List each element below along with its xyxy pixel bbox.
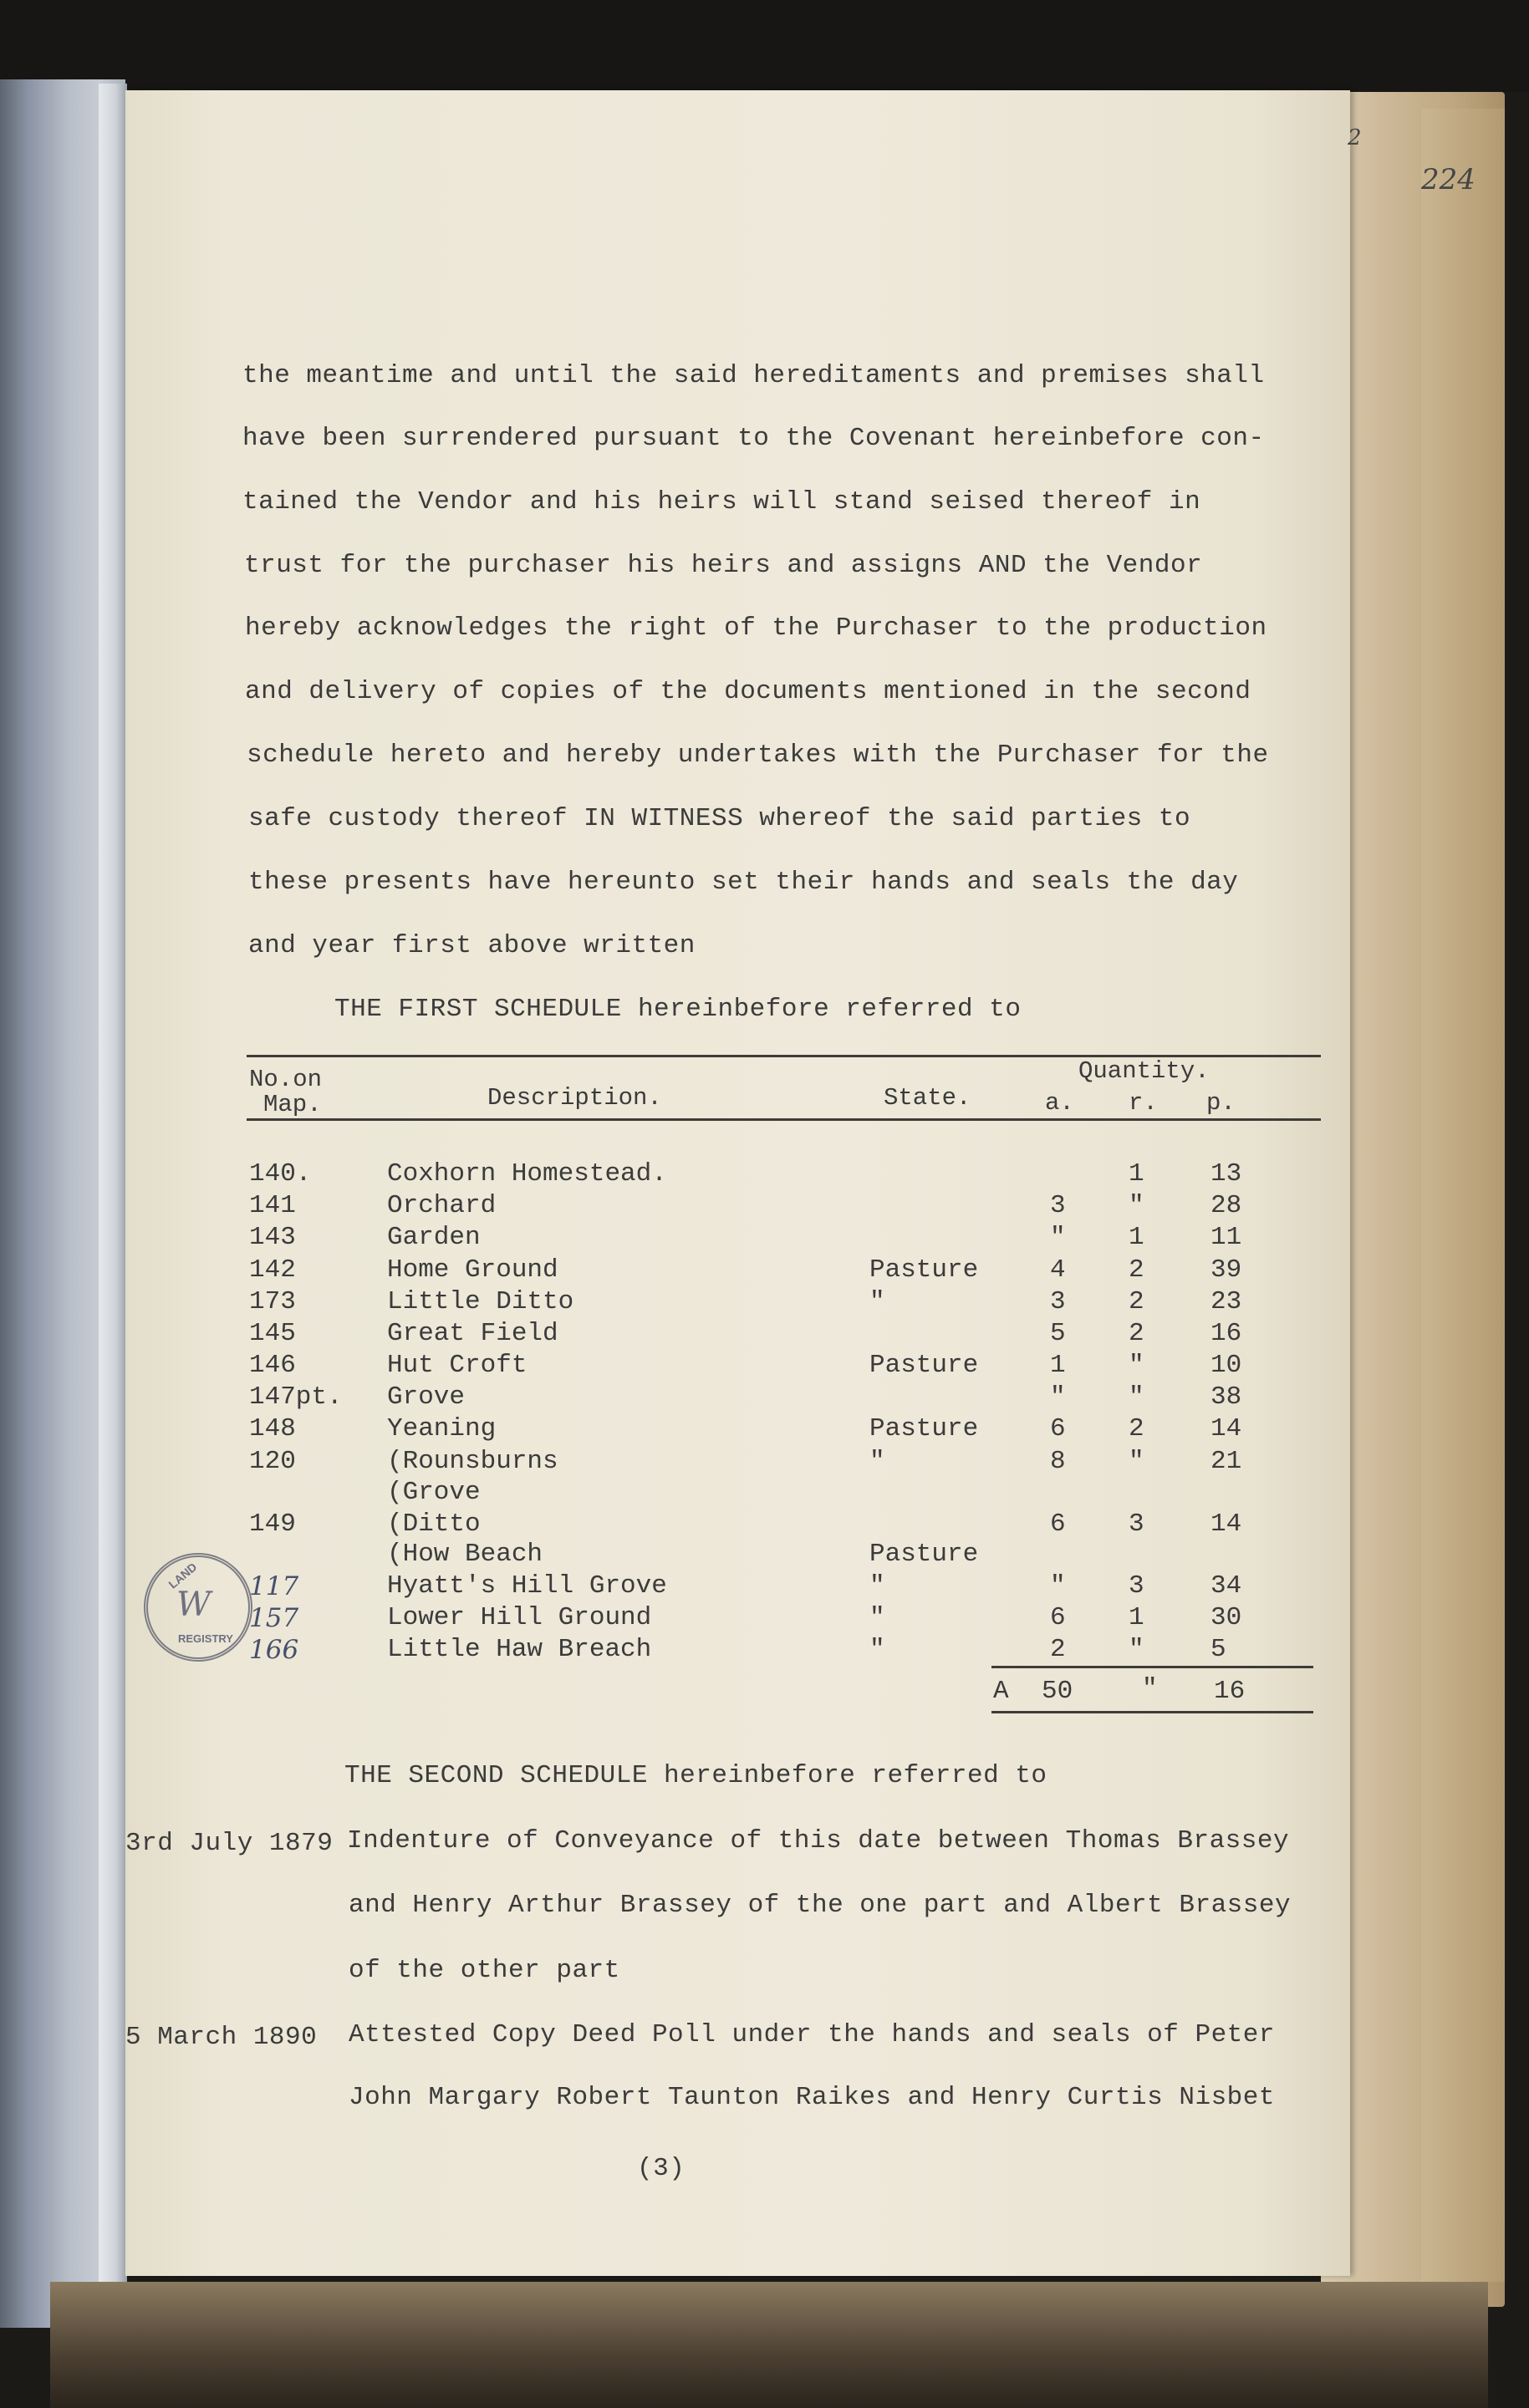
row-roods: 1: [1129, 1223, 1144, 1252]
row-perches: 13: [1210, 1159, 1242, 1189]
row-map-number: 143: [249, 1223, 296, 1252]
row-state: ": [869, 1287, 885, 1316]
land-registry-stamp: [144, 1553, 252, 1662]
row-acres: ": [1050, 1382, 1066, 1412]
row-acres: 5: [1050, 1319, 1066, 1348]
row-acres: 3: [1050, 1191, 1066, 1220]
body-line: these presents have hereunto set their hands and seals the day: [248, 868, 1239, 897]
row-state: ": [869, 1571, 885, 1601]
schedule-entry-line: John Margary Robert Taunton Raikes and Henry Curtis Nisbet: [349, 2083, 1275, 2112]
row-roods: ": [1129, 1351, 1144, 1380]
row-roods: ": [1129, 1382, 1144, 1412]
row-perches: 39: [1210, 1255, 1242, 1285]
total-a: 50: [1042, 1677, 1073, 1706]
row-roods: 2: [1129, 1319, 1144, 1348]
row-roods: 1: [1129, 1159, 1144, 1189]
stamp-center-text: W: [176, 1586, 212, 1624]
row-description: Orchard: [387, 1191, 497, 1220]
header-quantity: Quantity.: [1078, 1057, 1210, 1085]
stamp-bottom-text: REGISTRY: [178, 1632, 233, 1645]
row-description: Hyatt's Hill Grove: [387, 1571, 667, 1601]
row-description: (How Beach: [387, 1540, 543, 1569]
row-roods: ": [1129, 1191, 1144, 1220]
row-description: Yeaning: [387, 1414, 497, 1443]
stamp-top-text: LAND: [166, 1560, 200, 1591]
row-acres: 6: [1050, 1414, 1066, 1443]
header-map: Map.: [263, 1091, 322, 1118]
total-p: 16: [1214, 1677, 1246, 1706]
row-roods: ": [1129, 1447, 1144, 1476]
row-map-number: 147pt.: [249, 1382, 343, 1412]
row-roods: 2: [1129, 1287, 1144, 1316]
row-perches: 38: [1210, 1382, 1242, 1412]
first-schedule-title: THE FIRST SCHEDULE hereinbefore referred to: [334, 995, 1022, 1024]
corner-mark: 224: [1421, 163, 1475, 196]
row-map-number: 140.: [249, 1159, 312, 1189]
row-description: (Grove: [387, 1478, 481, 1507]
body-line: trust for the purchaser his heirs and assigns AND the Vendor: [244, 551, 1203, 580]
body-line: have been surrendered pursuant to the Covenant hereinbefore con-: [242, 424, 1265, 453]
row-description: Great Field: [387, 1319, 558, 1348]
row-map-number: 142: [249, 1255, 296, 1285]
row-roods: ": [1129, 1635, 1144, 1664]
row-description: Grove: [387, 1382, 466, 1412]
schedule-date: 5 March 1890: [125, 2023, 318, 2052]
total-r: ": [1142, 1674, 1158, 1703]
row-state: Pasture: [869, 1414, 979, 1443]
row-description: Lower Hill Ground: [387, 1603, 652, 1632]
row-map-number: 120: [249, 1447, 296, 1476]
body-line: safe custody thereof IN WITNESS whereof the said parties to: [248, 804, 1191, 833]
row-roods: 2: [1129, 1255, 1144, 1285]
row-perches: 5: [1210, 1635, 1226, 1664]
row-map-number: 166: [249, 1635, 299, 1665]
row-map-number: 157: [249, 1603, 299, 1633]
row-acres: 8: [1050, 1447, 1066, 1476]
row-description: Little Haw Breach: [387, 1635, 652, 1664]
right-paper-stack-back: [1421, 109, 1505, 2282]
header-state: State.: [884, 1084, 971, 1112]
schedule-entry-line: of the other part: [349, 1956, 620, 1985]
row-description: Little Ditto: [387, 1287, 574, 1316]
row-perches: 14: [1210, 1509, 1242, 1539]
body-line: and year first above written: [248, 931, 696, 960]
body-line: hereby acknowledges the right of the Purchaser to the production: [245, 613, 1267, 643]
total-label: A: [993, 1677, 1009, 1706]
background-top: [0, 0, 1529, 92]
row-map-number: 148: [249, 1414, 296, 1443]
row-acres: 6: [1050, 1509, 1066, 1539]
row-description: Garden: [387, 1223, 481, 1252]
row-state: ": [869, 1447, 885, 1476]
row-description: Hut Croft: [387, 1351, 528, 1380]
row-map-number: 173: [249, 1287, 296, 1316]
row-map-number: 146: [249, 1351, 296, 1380]
body-line: and delivery of copies of the documents mentioned in the second: [245, 677, 1251, 706]
row-perches: 34: [1210, 1571, 1242, 1601]
row-acres: 4: [1050, 1255, 1066, 1285]
row-roods: 3: [1129, 1509, 1144, 1539]
row-acres: 3: [1050, 1287, 1066, 1316]
row-acres: 2: [1050, 1635, 1066, 1664]
body-line: tained the Vendor and his heirs will stand seised thereof in: [242, 487, 1201, 517]
body-line: schedule hereto and hereby undertakes with the Purchaser for the: [247, 741, 1269, 770]
page-number: (3): [637, 2154, 686, 2183]
row-roods: 3: [1129, 1571, 1144, 1601]
row-acres: ": [1050, 1223, 1066, 1252]
row-map-number: 145: [249, 1319, 296, 1348]
row-perches: 28: [1210, 1191, 1242, 1220]
row-state: ": [869, 1603, 885, 1632]
bottom-edge: [50, 2282, 1488, 2408]
row-state: Pasture: [869, 1351, 979, 1380]
header-a: a.: [1045, 1089, 1074, 1117]
table-header-rule: [247, 1118, 1321, 1121]
row-perches: 23: [1210, 1287, 1242, 1316]
header-p: p.: [1206, 1089, 1236, 1117]
row-perches: 16: [1210, 1319, 1242, 1348]
schedule-date: 3rd July 1879: [125, 1829, 334, 1858]
row-perches: 10: [1210, 1351, 1242, 1380]
row-acres: ": [1050, 1571, 1066, 1601]
row-state: ": [869, 1635, 885, 1664]
total-rule-bottom: [991, 1711, 1313, 1713]
row-roods: 1: [1129, 1603, 1144, 1632]
row-perches: 11: [1210, 1223, 1242, 1252]
row-description: (Ditto: [387, 1509, 481, 1539]
total-rule-top: [991, 1666, 1313, 1668]
row-acres: 1: [1050, 1351, 1066, 1380]
header-r: r.: [1129, 1089, 1158, 1117]
row-perches: 30: [1210, 1603, 1242, 1632]
left-page-edge: [99, 84, 127, 2324]
schedule-entry-line: Attested Copy Deed Poll under the hands and seals of Peter: [349, 2020, 1275, 2049]
row-description: Home Ground: [387, 1255, 558, 1285]
row-perches: 14: [1210, 1414, 1242, 1443]
row-state: Pasture: [869, 1255, 979, 1285]
row-description: Coxhorn Homestead.: [387, 1159, 667, 1189]
row-roods: 2: [1129, 1414, 1144, 1443]
header-no: No.on: [249, 1066, 323, 1093]
schedule-entry-line: Indenture of Conveyance of this date between Thomas Brassey: [347, 1826, 1290, 1856]
corner-mark-small: 2: [1348, 125, 1362, 150]
row-state: Pasture: [869, 1540, 979, 1569]
row-perches: 21: [1210, 1447, 1242, 1476]
row-description: (Rounsburns: [387, 1447, 558, 1476]
row-acres: 6: [1050, 1603, 1066, 1632]
row-map-number: 149: [249, 1509, 296, 1539]
schedule-entry-line: and Henry Arthur Brassey of the one part and Albert Brassey: [349, 1891, 1292, 1920]
row-map-number: 117: [249, 1571, 299, 1601]
header-description: Description.: [487, 1084, 662, 1112]
row-map-number: 141: [249, 1191, 296, 1220]
body-line: the meantime and until the said hereditaments and premises shall: [242, 361, 1265, 390]
second-schedule-title: THE SECOND SCHEDULE hereinbefore referred to: [344, 1761, 1047, 1790]
